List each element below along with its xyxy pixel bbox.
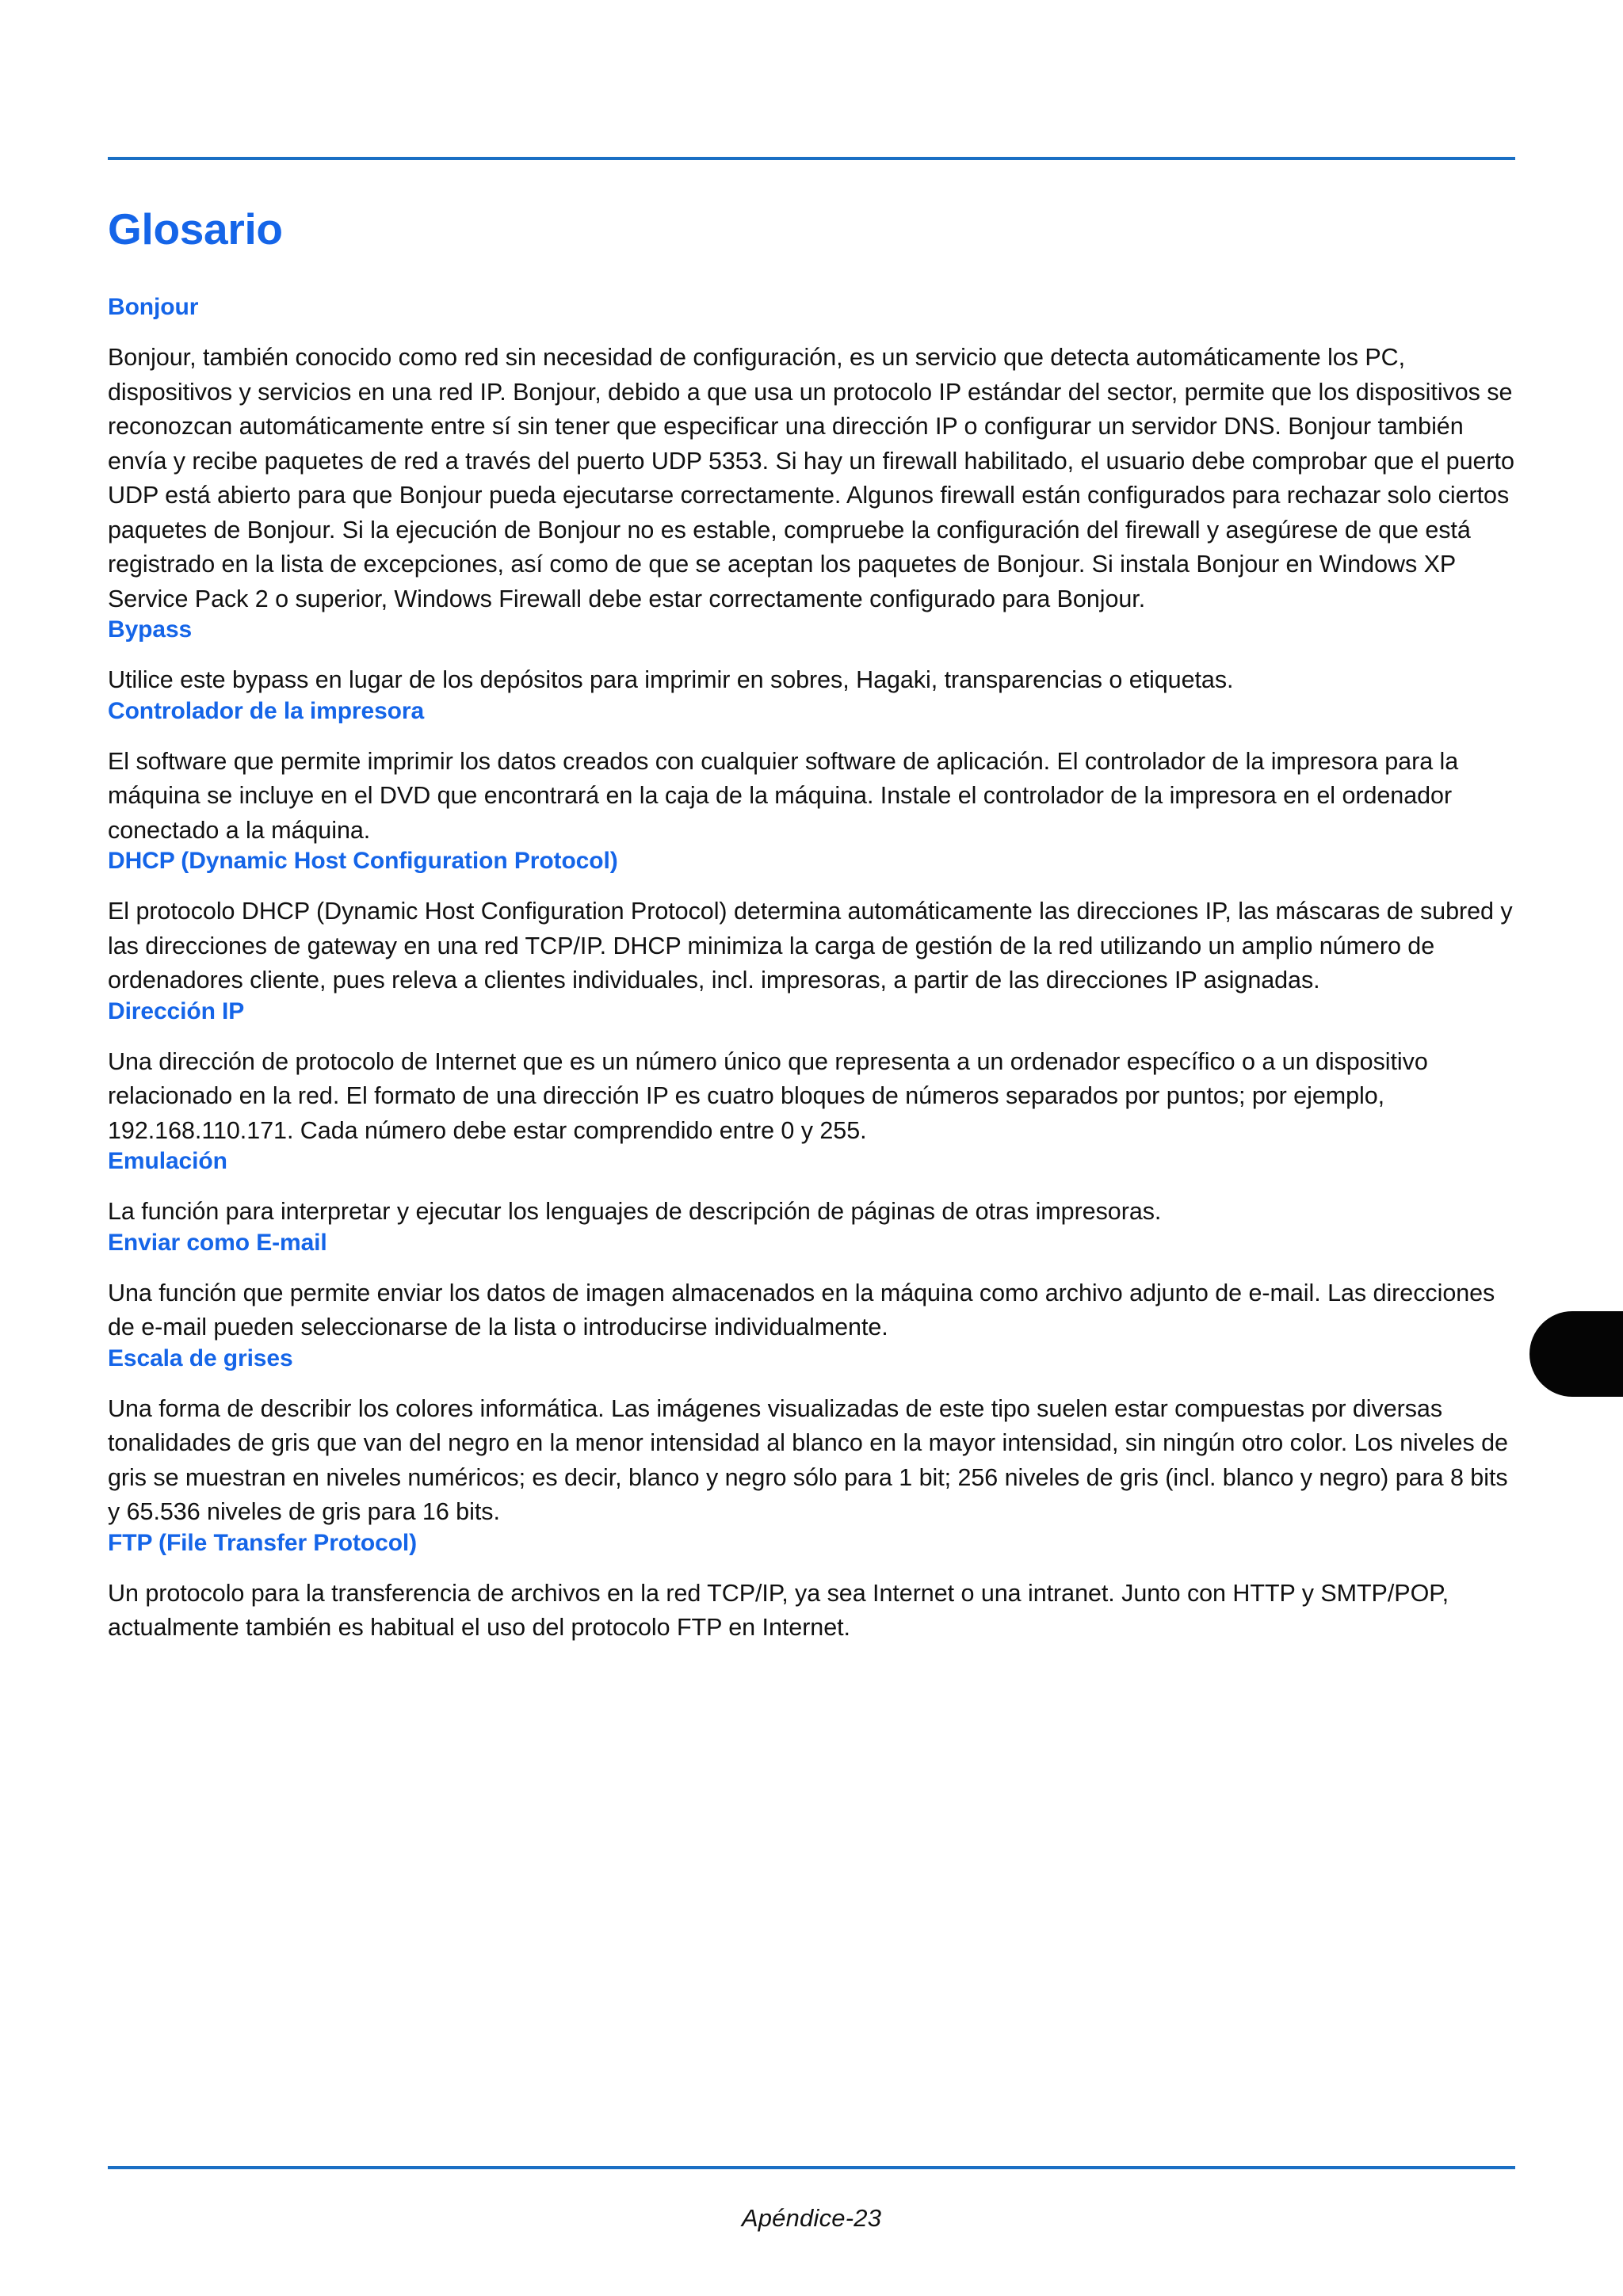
- glossary-entry-controlador-de-la-impresora: [108, 698, 1515, 849]
- term-definition: Una dirección de protocolo de Internet que es un número único que representa a un ordenador específico o a un dispositivo relacionado en la red. El formato de una dirección IP es cuatro bloques de números separados por puntos; por ejemplo, 192.168.110.171. Cada número debe estar comprendido entre 0 y 255.: [108, 1047, 1428, 1144]
- page-title: Glosario: [108, 204, 283, 254]
- term-heading: Bypass: [108, 616, 193, 643]
- glossary-entry-bonjour: [108, 294, 1515, 616]
- glossary-entry-dhcp: [108, 848, 1515, 998]
- term-definition: Una función que permite enviar los datos de imagen almacenados en la máquina como archivo adjunto de e-mail. Las direcciones de e-mail pueden seleccionarse de la lista o introducirse individualmente.: [108, 1279, 1495, 1341]
- term-definition: El protocolo DHCP (Dynamic Host Configuration Protocol) determina automáticamente las direcciones IP, las máscaras de subred y las direcciones de gateway en una red TCP/IP. DHCP minimiza la carga de gestión de la red utilizando un amplio número de ordenadores cliente, pues releva a clientes individuales, incl. impresoras, a partir de las direcciones IP asignadas.: [108, 898, 1513, 994]
- footer-rule: [108, 2166, 1515, 2169]
- header-rule: [108, 157, 1515, 160]
- term-heading: Dirección IP: [108, 997, 245, 1024]
- term-definition: Una forma de describir los colores informática. Las imágenes visualizadas de este tipo suelen estar compuestas por diversas tonalidades de gris que van del negro en la menor intensidad al blanco en la mayor intensidad, sin ningún otro color. Los niveles de gris se muestran en niveles numéricos; es decir, blanco y negro sólo para 1 bit; 256 niveles de gris (incl. blanco y negro) para 8 bits y 65.536 niveles de gris para 16 bits.: [108, 1394, 1508, 1525]
- term-definition: Bonjour, también conocido como red sin necesidad de configuración, es un servicio que detecta automáticamente los PC, dispositivos y servicios en una red IP. Bonjour, debido a que usa un protocolo IP estándar del sector, permite que los dispositivos se reconozcan automáticamente entre sí sin tener que especificar una dirección IP o configurar un servidor DNS. Bonjour también envía y recibe paquetes de red a través del puerto UDP 5353. Si hay un firewall habilitado, el usuario debe comprobar que el puerto UDP está abierto para que Bonjour pueda ejecutarse correctamente. Algunos firewall están configurados para rechazar solo ciertos paquetes de Bonjour. Si la ejecución de Bonjour no es estable, compruebe la configuración del firewall y asegúrese de que está registrado en la lista de excepciones, así como de que se aceptan los paquetes de Bonjour. Si instala Bonjour en Windows XP Service Pack 2 o superior, Windows Firewall debe estar correctamente configurado para Bonjour.: [108, 344, 1514, 612]
- glossary-entry-escala-de-grises: [108, 1345, 1515, 1530]
- glossary-entry-enviar-como-email: [108, 1230, 1515, 1345]
- glossary-entry-bypass: [108, 616, 1515, 698]
- term-heading: Enviar como E-mail: [108, 1229, 327, 1256]
- term-heading: Emulación: [108, 1148, 227, 1174]
- page-footer-number: Apéndice-23: [741, 2204, 882, 2232]
- page-content: [108, 204, 1515, 1646]
- term-heading: FTP (File Transfer Protocol): [108, 1529, 418, 1556]
- term-heading: Escala de grises: [108, 1344, 293, 1371]
- term-definition: Un protocolo para la transferencia de archivos en la red TCP/IP, ya sea Internet o una intranet. Junto con HTTP y SMTP/POP, actualmente también es habitual el uso del protocolo FTP en Internet.: [108, 1579, 1449, 1641]
- term-definition: El software que permite imprimir los datos creados con cualquier software de aplicación. El controlador de la impresora para la máquina se incluye en el DVD que encontrará en la caja de la máquina. Instale el controlador de la impresora en el ordenador conectado a la máquina.: [108, 747, 1459, 844]
- term-definition: La función para interpretar y ejecutar los lenguajes de descripción de páginas de otras impresoras.: [108, 1198, 1162, 1225]
- glossary-entry-emulacion: [108, 1148, 1515, 1230]
- glossary-entry-ftp: [108, 1530, 1515, 1646]
- term-definition: Utilice este bypass en lugar de los depósitos para imprimir en sobres, Hagaki, transparencias o etiquetas.: [108, 666, 1234, 693]
- term-heading: DHCP (Dynamic Host Configuration Protocol): [108, 848, 618, 874]
- glossary-entry-direccion-ip: [108, 998, 1515, 1149]
- page-edge-tab-marker: [1529, 1311, 1623, 1397]
- term-heading: Controlador de la impresora: [108, 697, 425, 724]
- term-heading: Bonjour: [108, 294, 199, 320]
